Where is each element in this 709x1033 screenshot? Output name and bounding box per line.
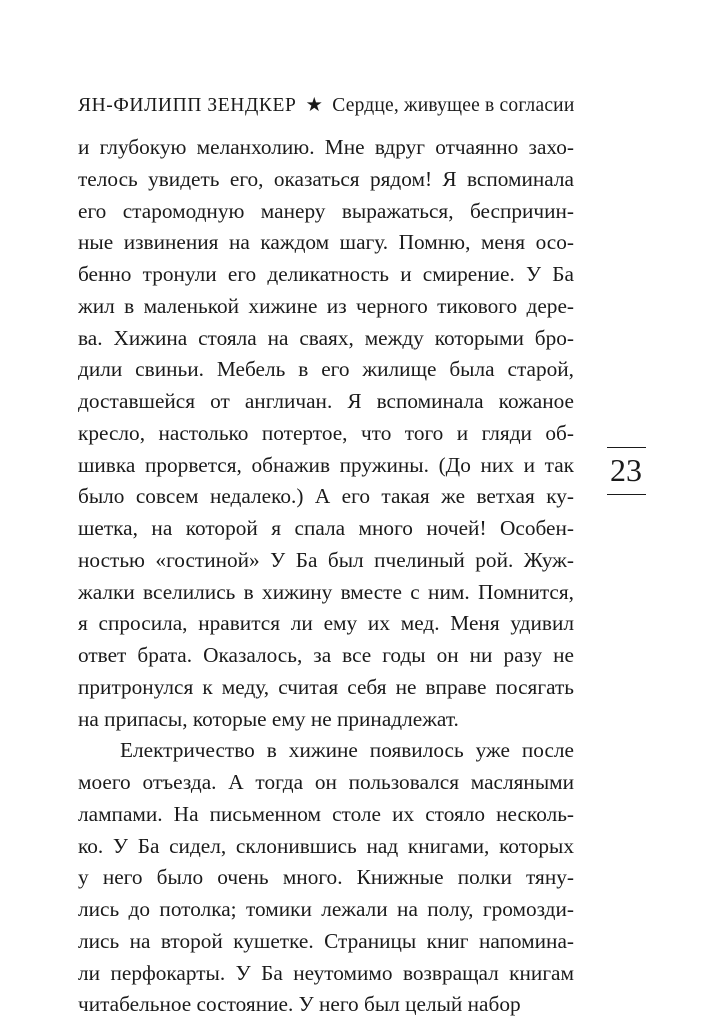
text-line: лись на второй кушетке. Страницы книг напомина- — [78, 928, 574, 953]
text-line: ко. У Ба сидел, склонившись над книгами, которых — [78, 833, 574, 858]
text-line: жалки вселились в хижину вместе с ним. Помнится, — [78, 579, 574, 604]
page-number: 23 — [610, 452, 642, 488]
text-line: ностью «гостиной» У Ба был пчелиный рой. Жуж- — [78, 547, 574, 572]
text-line: было совсем недалеко.) А его такая же ветхая ку- — [78, 484, 574, 509]
paragraph — [78, 735, 574, 1021]
text-line: лампами. На письменном столе их стояло несколь- — [78, 801, 574, 826]
text-line: ные извинения на каждом шагу. Помню, меня осо- — [78, 230, 574, 255]
text-line: шивка прорвется, обнажив пружины. (До них и так — [78, 452, 574, 477]
text-line: кресло, настолько потертое, что того и гляди об- — [78, 420, 574, 445]
text-line: я спросила, нравится ли ему их мед. Меня удивил — [78, 611, 574, 636]
running-head-title: Сердце, живущее в согласии — [332, 95, 575, 116]
text-line: ва. Хижина стояла на сваях, между которыми бро- — [78, 325, 574, 350]
folio-rule-bottom — [607, 494, 646, 495]
text-line: притронулся к меду, считая себя не вправе посягать — [78, 674, 574, 699]
running-head-author: ЯН-ФИЛИПП ЗЕНДКЕР — [78, 95, 297, 116]
text-line: и глубокую меланхолию. Мне вдруг отчаянно захо- — [78, 135, 574, 159]
text-line: доставшейся от англичан. Я вспоминала кожаное — [78, 389, 574, 413]
text-line: жил в маленькой хижине из черного тикового дере- — [78, 293, 574, 318]
text-line: шетка, на которой я спала много ночей! Особен- — [78, 516, 574, 540]
text-line: дили свиньи. Мебель в его жилище была старой, — [78, 357, 574, 382]
text-line: Електричество в хижине появилось уже после — [120, 738, 574, 763]
text-line: на припасы, которые ему не принадлежат. — [78, 706, 459, 731]
folio-rule-top — [607, 447, 646, 448]
text-line: читабельное состояние. У него был целый набор — [78, 992, 521, 1017]
text-line: моего отъезда. А тогда он пользовался масляными — [78, 770, 574, 794]
text-line: бенно тронули его деликатность и смирение. У Ба — [78, 262, 574, 286]
text-line: ли перфокарты. У Ба неутомимо возвращал книгам — [78, 960, 574, 985]
body-text — [78, 132, 574, 1021]
text-line: ответ брата. Оказалось, за все годы он ни разу не — [78, 643, 574, 667]
text-line: лись до потолка; томики лежали на полу, громозди- — [78, 897, 574, 921]
paragraph — [78, 132, 574, 735]
text-line: телось увидеть его, оказаться рядом! Я вспоминала — [78, 166, 574, 191]
star-icon: ★ — [305, 95, 324, 116]
text-line: его старомодную манеру выражаться, беспричин- — [78, 198, 574, 223]
text-line: у него было очень много. Книжные полки тяну- — [78, 865, 574, 890]
running-head — [78, 93, 578, 117]
